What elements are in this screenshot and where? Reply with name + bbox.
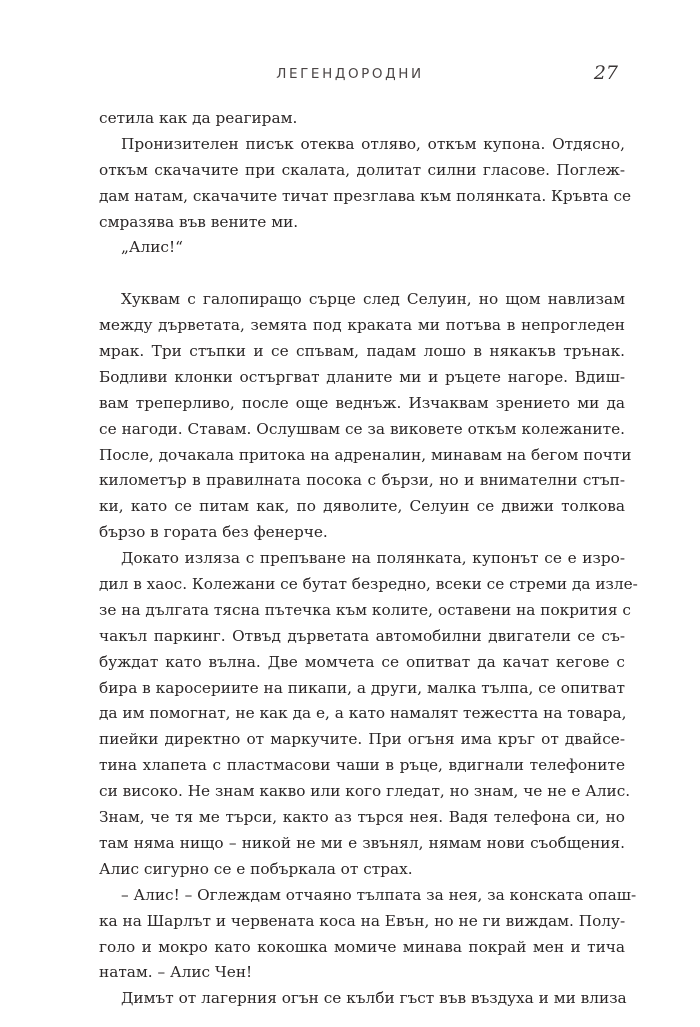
text-line: между дърветата, земята под краката ми потъва в непрогледен [99,316,625,335]
text-line: Бодливи клонки остъргват дланите ми и ръцете нагоре. Вдиш- [99,367,625,386]
text-line: После, дочакала притока на адреналин, минавам на бегом почти [99,445,632,464]
paragraph [99,287,632,546]
text-line: тина хлапета с пластмасови чаши в ръце, вдигнали телефоните [99,756,625,775]
text-line: мрак. Три стъпки и се спъвам, падам лошо в някакъв трънак. [99,342,625,361]
text-line: Знам, че тя ме търси, както аз търся нея. Вадя телефона си, но [99,808,625,827]
body-text [99,106,638,1012]
text-line: пиейки директно от маркучите. При огъня има кръг от двайсе- [99,730,625,749]
text-line: голо и мокро като кокошка момиче минава покрай мен и тича [99,937,625,956]
text-line: бира в каросериите на пикапи, а други, малка тълпа, се опитват [99,678,625,697]
text-line: да им помогнат, не как да е, а като намалят тежестта на товара, [99,704,627,723]
text-line: Алис сигурно се е побъркала от страх. [99,859,413,878]
paragraph [99,986,625,1012]
text-line: зе на дългата тясна пътечка към колите, оставени на покрития с [99,600,631,619]
text-line: ка на Шарлът и червената коса на Евън, но не ги виждам. Полу- [99,911,626,930]
section-break [99,261,625,287]
page-number: 27 [593,62,618,84]
text-line: – Алис! – Оглеждам отчаяно тълпата за нея, за конската опаш- [121,885,637,904]
text-line: ки, като се питам как, по дяволите, Селуин се движи толкова [99,497,625,516]
text-line: буждат като вълна. Две момчета се опитват да качат кегове с [99,652,625,671]
text-line: дил в хаос. Колежани се бутат безредно, всеки се стреми да изле- [99,575,638,594]
text-line: натам. – Алис Чен! [99,963,253,982]
text-line: Пронизителен писък отеква отляво, откъм купона. Отдясно, [121,134,625,153]
text-line: смразява във вените ми. [99,212,299,231]
text-line: Хуквам с галопиращо сърце след Селуин, но щом навлизам [121,290,625,309]
paragraph [99,235,625,261]
paragraph [99,106,625,132]
text-line: Докато изляза с препъване на полянката, купонът се е изро- [121,549,625,568]
paragraph [99,546,638,883]
running-header [0,64,700,90]
text-line: там няма нищо – никой не ми е звънял, нямам нови съобщения. [99,833,625,852]
text-line: километър в правилната посока с бързи, но и внимателни стъп- [99,471,625,490]
paragraph [99,883,637,987]
text-line: Димът от лагерния огън се кълби гъст във въздуха и ми влиза [121,989,627,1008]
paragraph [99,132,632,236]
text-line: чакъл паркинг. Отвъд дърветата автомобилни двигатели се съ- [99,626,625,645]
text-line: бързо в гората без фенерче. [99,523,328,542]
text-line: вам треперливо, после още веднъж. Изчаквам зрението ми да [99,393,625,412]
text-line: си високо. Не знам какво или кого гледат, но знам, че не е Алис. [99,782,631,801]
text-line: се нагоди. Ставам. Ослушвам се за виковете откъм колежаните. [99,419,625,438]
text-line: сетила как да реагирам. [99,109,298,127]
running-title: ЛЕГЕНДОРОДНИ [276,66,424,82]
text-line: дам натам, скачачите тичат презглава към полянката. Кръвта се [99,186,632,205]
text-line: „Алис!“ [121,238,183,257]
text-line: откъм скачачите при скалата, долитат силни гласове. Поглеж- [99,160,625,179]
